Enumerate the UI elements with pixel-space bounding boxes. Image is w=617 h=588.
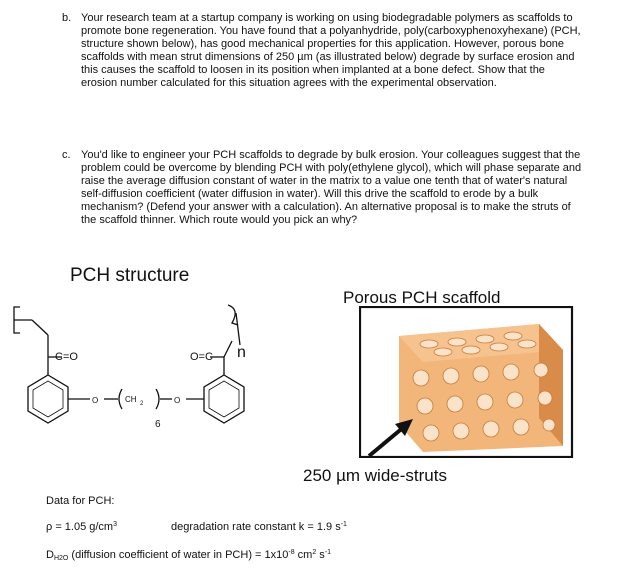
strut-width-label: 250 µm wide-struts [303, 466, 447, 485]
question-c-label: c. [62, 149, 71, 161]
repeat-n-label: n [237, 344, 246, 361]
diffusion-unit: cm [294, 549, 313, 561]
rate-constant-exponent: -1 [340, 521, 347, 528]
question-b [62, 12, 584, 90]
diffusion-description: (diffusion coefficient of water in PCH) = 1x10 [68, 549, 289, 561]
density-exponent: 3 [113, 521, 118, 528]
density-value [46, 521, 117, 533]
pch-structure-title: PCH structure [70, 265, 190, 286]
diffusion-coefficient-value [46, 549, 331, 562]
diffusion-subscript: H2O [53, 555, 69, 562]
diffusion-unit-exponent: 2 [312, 549, 317, 556]
ch2-subscript: 2 [140, 401, 144, 407]
question-b-text: Your research team at a startup company is working on using biodegradable polymers as scaffolds to promote bone regeneration. You have found that a polyanhydride, poly(carboxyphenoxyhexane) (PCH, structure shown below), has good mechanical properties for this application. However, porous bone scaffolds with mean strut dimensions of 250 µm (as illustrated below) degrade by surface erosion and this causes the scaffold to loosen in its position when implanted at a bone defect. Show that the erosion number calculated for this situation agrees with the experimental observation. [81, 12, 581, 89]
density-text: ρ = 1.05 g/cm [46, 521, 114, 533]
scaffold-title: Porous PCH scaffold [343, 288, 501, 307]
question-c [62, 149, 584, 227]
diffusion-time-unit: s [316, 549, 325, 561]
carbonyl-right-label: O=C [190, 351, 213, 363]
ch2-label: CH [125, 395, 137, 404]
repeat-six-label: 6 [155, 419, 161, 430]
oxygen-left-label: O [92, 396, 99, 405]
rate-constant-text: degradation rate constant k = 1.9 s [171, 521, 341, 533]
diffusion-exponent: -8 [288, 549, 295, 556]
carbonyl-left-label: C=O [55, 351, 78, 363]
question-c-text: You'd like to engineer your PCH scaffolds to degrade by bulk erosion. Your colleagues suggest that the problem could be overcome by blending PCH with poly(ethylene glycol), which will phase separate and raise the average diffusion constant of water in the matrix to a value one tenth that of water's natural self-diffusion coefficient (water diffusion in water). Will this drive the scaffold to erode by a bulk mechanism? (Defend your answer with a calculation). An alternative proposal is to make the struts of the scaffold thinner. Which route would you pick an why? [81, 149, 582, 226]
diffusion-symbol: D [46, 549, 54, 561]
question-b-label: b. [62, 12, 72, 24]
diffusion-time-exponent: -1 [324, 549, 332, 556]
oxygen-right-label: O [174, 396, 181, 405]
pch-chemical-structure [0, 295, 290, 475]
scaffold-illustration [359, 306, 574, 458]
data-title: Data for PCH: [46, 495, 115, 507]
rate-constant-value [171, 521, 347, 533]
